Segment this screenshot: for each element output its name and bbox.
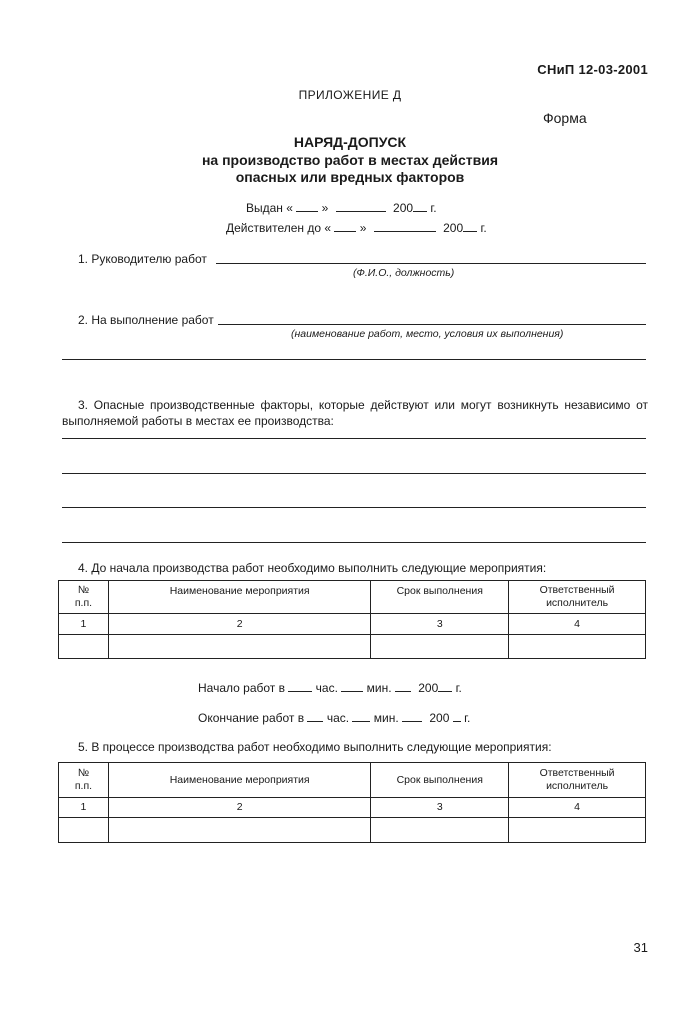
start-day-field[interactable] <box>395 680 411 692</box>
item3-text: 3. Опасные производственные факторы, которые действуют или могут возникнуть независимо от выполняемой работы в местах ее производства: <box>62 398 648 428</box>
header-number: № п.п. <box>59 763 109 798</box>
start-hours-label: час. <box>315 681 338 695</box>
valid-label: Действителен до « <box>226 221 332 235</box>
start-year-field[interactable] <box>438 680 452 692</box>
start-minutes-label: мин. <box>366 681 392 695</box>
start-line <box>198 680 462 695</box>
item3-line-1[interactable] <box>62 438 646 439</box>
start-minutes-field[interactable] <box>341 680 363 692</box>
col-number-3: 3 <box>371 798 509 818</box>
end-day-field[interactable] <box>402 710 422 722</box>
issued-close-quote: » <box>321 201 329 215</box>
item3-line-4[interactable] <box>62 542 646 543</box>
valid-line <box>226 220 487 235</box>
header-measure: Наименование мероприятия <box>108 581 370 614</box>
header-number: № п.п. <box>59 581 109 614</box>
header-deadline: Срок выполнения <box>371 581 509 614</box>
item3-line-2[interactable] <box>62 473 646 474</box>
valid-year-field[interactable] <box>463 220 477 232</box>
table-cell[interactable] <box>108 818 370 843</box>
table-row[interactable] <box>59 818 646 843</box>
page-number: 31 <box>633 940 648 955</box>
table-row[interactable] <box>59 635 646 659</box>
col-number-4: 4 <box>509 798 646 818</box>
item3-line-3[interactable] <box>62 507 646 508</box>
document-code: СНиП 12-03-2001 <box>537 62 648 77</box>
col-number-4: 4 <box>509 614 646 635</box>
start-label: Начало работ в <box>198 681 285 695</box>
issued-line <box>246 200 437 215</box>
issued-label: Выдан « <box>246 201 293 215</box>
end-line <box>198 710 470 725</box>
appendix-label: ПРИЛОЖЕНИЕ Д <box>298 88 402 102</box>
issued-year-suffix: г. <box>430 201 437 215</box>
valid-year-suffix: г. <box>480 221 487 235</box>
table-cell[interactable] <box>59 635 109 659</box>
end-year-field[interactable] <box>453 710 461 722</box>
start-year-prefix: 200 <box>418 681 439 695</box>
col-number-1: 1 <box>59 614 109 635</box>
issued-month-field[interactable] <box>336 200 386 212</box>
header-responsible: Ответственный исполнитель <box>509 763 646 798</box>
col-number-2: 2 <box>108 614 370 635</box>
end-year-suffix: г. <box>464 711 471 725</box>
item1-caption: (Ф.И.О., должность) <box>353 267 455 279</box>
measures-table-before <box>58 580 646 659</box>
header-responsible: Ответственный исполнитель <box>509 581 646 614</box>
item1-label: 1. Руководителю работ <box>78 252 207 266</box>
document-subtitle-text: на производство работ в местах действия опасных или вредных факторов <box>201 152 499 185</box>
end-year-prefix: 200 <box>429 711 450 725</box>
item2-extra-line[interactable] <box>62 359 646 360</box>
form-label: Форма <box>543 110 587 126</box>
end-label: Окончание работ в <box>198 711 305 725</box>
end-minutes-field[interactable] <box>352 710 370 722</box>
start-year-suffix: г. <box>455 681 462 695</box>
table-cell[interactable] <box>371 635 509 659</box>
document-subtitle <box>0 152 700 186</box>
table-cell[interactable] <box>59 818 109 843</box>
table-cell[interactable] <box>509 818 646 843</box>
item1-field[interactable] <box>216 263 646 264</box>
table-number-row <box>59 614 646 635</box>
col-number-2: 2 <box>108 798 370 818</box>
end-hours-field[interactable] <box>307 710 323 722</box>
valid-close-quote: » <box>359 221 367 235</box>
item4-text: 4. До начала производства работ необходимо выполнить следующие мероприятия: <box>78 561 547 575</box>
valid-year-prefix: 200 <box>443 221 464 235</box>
table-cell[interactable] <box>509 635 646 659</box>
table-header-row <box>59 763 646 798</box>
document-title: НАРЯД-ДОПУСК <box>293 134 407 150</box>
col-number-3: 3 <box>371 614 509 635</box>
valid-month-field[interactable] <box>374 220 436 232</box>
table-header-row <box>59 581 646 614</box>
end-hours-label: час. <box>326 711 350 725</box>
item2-label: 2. На выполнение работ <box>78 313 214 327</box>
item2-field[interactable] <box>218 324 646 325</box>
item5-text: 5. В процессе производства работ необходимо выполнить следующие мероприятия: <box>78 740 552 754</box>
valid-day-field[interactable] <box>334 220 356 232</box>
item2-caption: (наименование работ, место, условия их выполнения) <box>291 328 564 340</box>
table-number-row <box>59 798 646 818</box>
table-cell[interactable] <box>108 635 370 659</box>
header-measure: Наименование мероприятия <box>108 763 370 798</box>
end-minutes-label: мин. <box>373 711 399 725</box>
col-number-1: 1 <box>59 798 109 818</box>
start-hours-field[interactable] <box>288 680 312 692</box>
header-deadline: Срок выполнения <box>371 763 509 798</box>
issued-year-prefix: 200 <box>393 201 414 215</box>
table-cell[interactable] <box>371 818 509 843</box>
measures-table-during <box>58 762 646 843</box>
issued-day-field[interactable] <box>296 200 318 212</box>
issued-year-field[interactable] <box>413 200 427 212</box>
